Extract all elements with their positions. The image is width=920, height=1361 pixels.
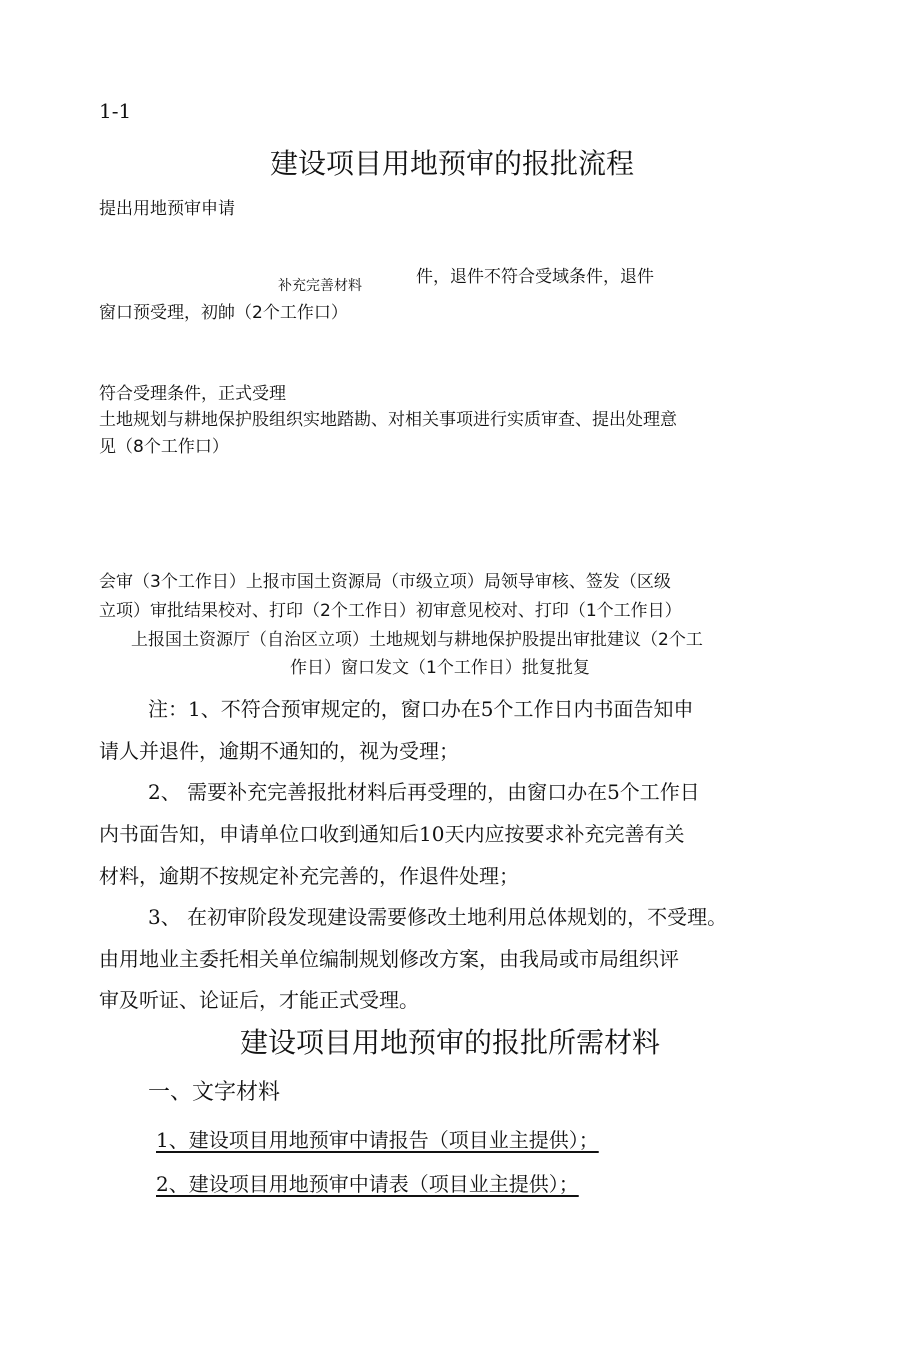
materials-item-2: 2、建设项目用地预审中请表（项目业主提供）； xyxy=(156,1172,579,1196)
page-number: 1-1 xyxy=(99,99,132,123)
flow-step-review-line2: 立项）审批结果校对、打印（2个工作日）初审意见校对、打印（1个工作日） xyxy=(99,601,682,621)
note-1-line1: 注：1、不符合预审规定的，窗口办在5个工作日内书面告知申 xyxy=(148,697,694,721)
materials-title: 建设项目用地预审的报批所需材料 xyxy=(240,1026,661,1059)
flow-step-survey-line1: 土地规划与耕地保护股组织实地踏勘、对相关事项进行实质审查、提出处理意 xyxy=(99,410,677,430)
materials-item-1: 1、建设项目用地预审中请报告（项目业主提供）； xyxy=(156,1128,599,1152)
flow-note-supplement: 补充完善材料 xyxy=(278,278,362,294)
flow-step-review-line1: 会审（3个工作日）上报市国土资源局（市级立项）局领导审核、签发（区级 xyxy=(99,572,671,592)
flow-step-accept: 符合受理条件，正式受理 xyxy=(99,384,286,404)
flow-step-window: 窗口预受理，初帥（2个工作口） xyxy=(99,303,348,323)
flow-note-reject: 件，退件不符合受域条件，退件 xyxy=(416,267,654,287)
flow-step-review-line3: 上报国土资源厅（自治区立项）土地规划与耕地保护股提出审批建议（2个工 xyxy=(131,630,703,650)
note-3-line2: 由用地业主委托相关单位编制规划修改方案，由我局或市局组织评 xyxy=(99,947,679,971)
flow-title: 建设项目用地预审的报批流程 xyxy=(270,147,635,180)
note-2-line2: 内书面告知，申请单位口收到通知后10天内应按要求补充完善有关 xyxy=(99,822,685,846)
note-2-line1: 2、 需要补充完善报批材料后再受理的，由窗口办在5个工作日 xyxy=(148,780,700,804)
materials-section-heading: 一、文字材料 xyxy=(148,1080,281,1105)
note-1-line2: 请人并退件，逾期不通知的，视为受理； xyxy=(99,739,459,763)
note-3-line3: 审及听证、论证后，才能正式受理。 xyxy=(99,988,419,1012)
flow-step-apply: 提出用地预审申请 xyxy=(99,199,235,219)
flow-step-review-line4: 作日）窗口发文（1个工作日）批复批复 xyxy=(290,658,590,678)
flow-step-survey-line2: 见（8个工作口） xyxy=(99,437,229,457)
note-3-line1: 3、 在初审阶段发现建设需要修改土地利用总体规划的，不受理。 xyxy=(148,905,728,929)
note-2-line3: 材料，逾期不按规定补充完善的，作退件处理； xyxy=(99,864,519,888)
